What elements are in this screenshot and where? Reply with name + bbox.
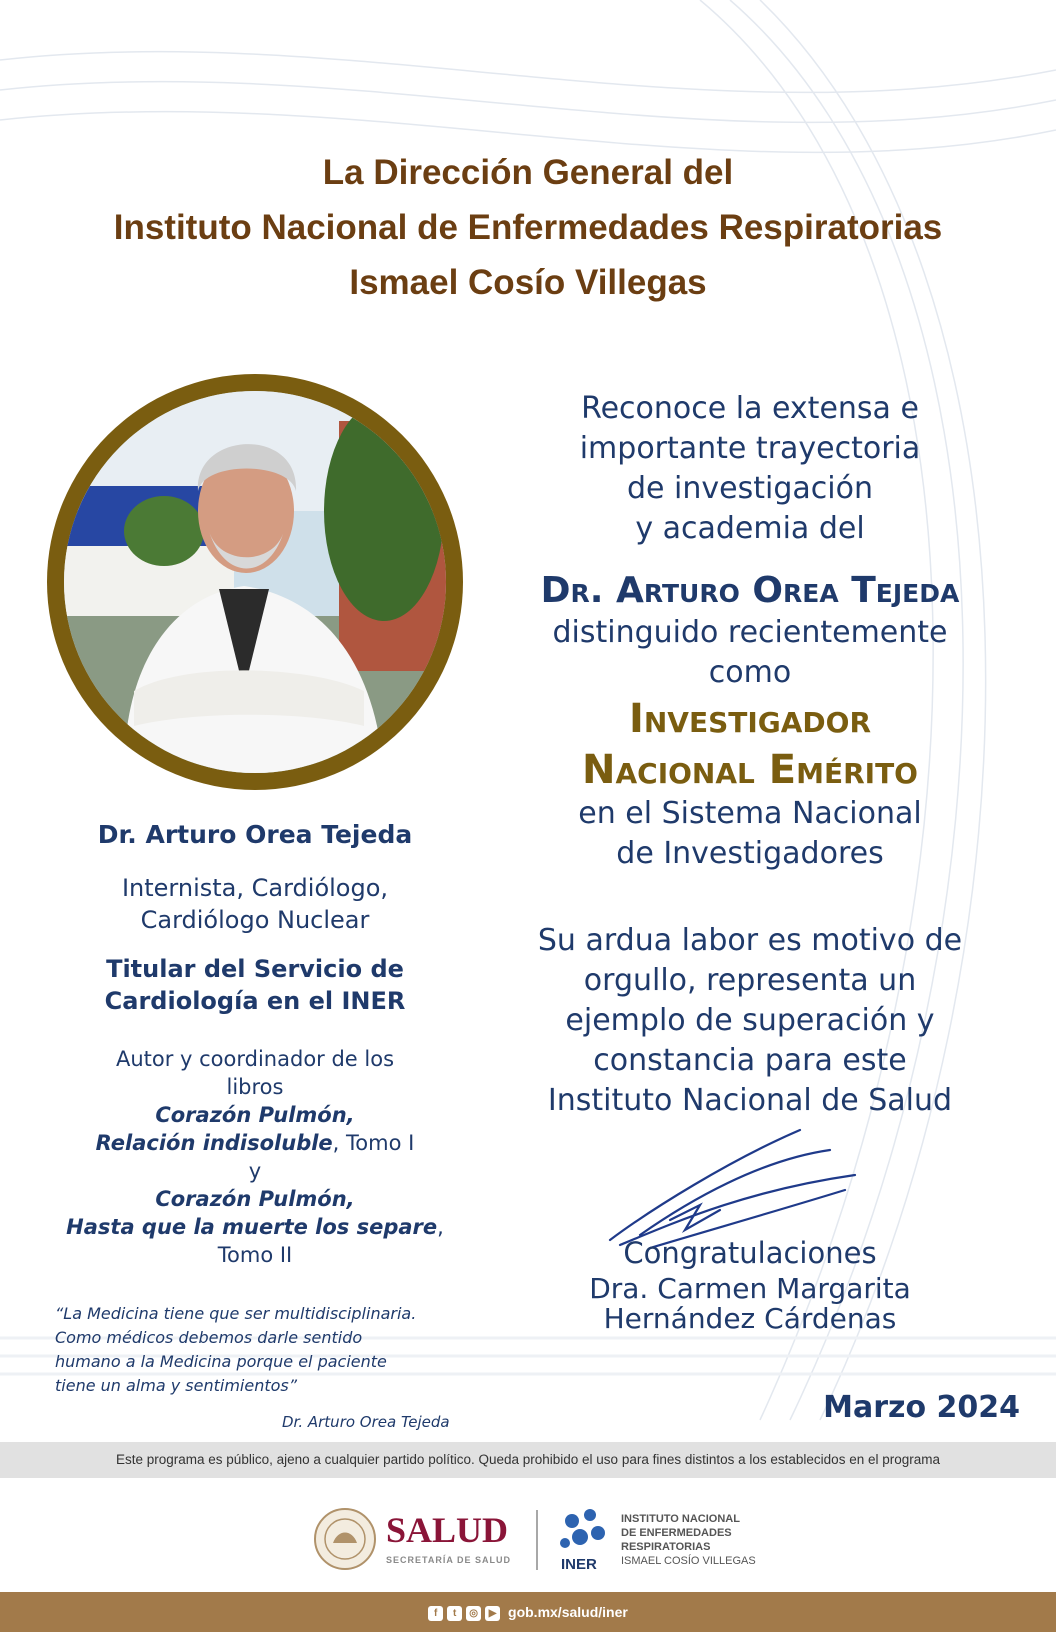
quote-line-1: “La Medicina tiene que ser multidisciplinaria. — [55, 1304, 417, 1323]
pride-line-4: constancia para este — [593, 1043, 907, 1078]
salud-logo-text: SALUD — [386, 1510, 509, 1550]
distinction-text — [495, 613, 1005, 693]
books-intro-line-1: Autor y coordinador de los — [115, 1047, 395, 1071]
footer-bar — [0, 1592, 1056, 1632]
quote-line-2: Como médicos debemos darle sentido — [55, 1328, 363, 1347]
twitter-icon[interactable]: t — [447, 1606, 462, 1621]
doctor-quote — [55, 1302, 475, 1398]
iner-name-line-4: ISMAEL COSÍO VILLEGAS — [621, 1555, 756, 1567]
honoree-name: Dr. Arturo Orea Tejeda — [540, 570, 960, 611]
youtube-icon[interactable]: ▶ — [485, 1606, 500, 1621]
pride-line-3: ejemplo de superación y — [565, 1003, 935, 1038]
award-title — [495, 694, 1005, 796]
congratulations-text: Congratulaciones — [623, 1236, 877, 1270]
profile-position — [40, 953, 470, 1017]
facebook-icon[interactable]: f — [428, 1606, 443, 1621]
profile-books — [40, 1045, 470, 1269]
book-2-title-2: Hasta que la muerte los separe — [66, 1215, 438, 1239]
recognition-line-4: y academia del — [635, 511, 865, 546]
doctor-portrait — [64, 391, 446, 773]
issue-date: Marzo 2024 — [823, 1390, 1020, 1425]
books-intro-line-2: libros — [226, 1075, 284, 1099]
iner-name-line-3: RESPIRATORIAS — [621, 1541, 711, 1553]
signer-line-1: Dra. Carmen Margarita — [589, 1272, 911, 1305]
quote-line-4: tiene un alma y sentimientos” — [55, 1376, 298, 1395]
signer-name — [495, 1274, 1005, 1334]
quote-line-3: humano a la Medicina porque el paciente — [55, 1352, 387, 1371]
books-conjunction: y — [248, 1159, 262, 1183]
portrait-illustration — [64, 391, 446, 773]
distinction-line-2: como — [708, 655, 792, 690]
system-line-1: en el Sistema Nacional — [578, 796, 922, 831]
instagram-icon[interactable]: ◎ — [466, 1606, 481, 1621]
distinction-line-1: distinguido recientemente — [552, 615, 948, 650]
iner-molecule-icon — [560, 1509, 605, 1548]
award-system — [495, 794, 1005, 874]
header-line-2: Instituto Nacional de Enfermedades Respiratorias — [113, 208, 943, 247]
book-2-comma: , — [437, 1215, 444, 1239]
pride-line-2: orgullo, representa un — [583, 963, 917, 998]
book-2-volume: Tomo II — [217, 1243, 293, 1267]
book-1-volume: , Tomo I — [332, 1131, 415, 1155]
pride-line-1: Su ardua labor es motivo de — [537, 923, 963, 958]
footer-url[interactable]: gob.mx/salud/iner — [508, 1604, 628, 1620]
system-line-2: de Investigadores — [616, 836, 884, 871]
iner-name-line-1: INSTITUTO NACIONAL — [621, 1513, 740, 1525]
position-line-2: Cardiología en el INER — [104, 987, 406, 1015]
signer-line-2: Hernández Cárdenas — [603, 1302, 897, 1335]
pride-statement — [495, 921, 1005, 1121]
mexico-seal-icon — [315, 1509, 375, 1569]
legal-disclaimer: Este programa es público, ajeno a cualquier partido político. Queda prohibido el uso para fines distintos a los establecidos en el programa — [0, 1442, 1056, 1478]
handwritten-signature — [590, 1120, 880, 1250]
award-line-1: Investigador — [628, 696, 872, 742]
position-line-1: Titular del Servicio de — [106, 955, 404, 983]
book-2-title-1: Corazón Pulmón, — [155, 1187, 355, 1211]
specialty-line-1: Internista, Cardiólogo, — [121, 874, 389, 902]
institution-logos — [0, 1485, 1056, 1595]
iner-abbreviation: INER — [561, 1556, 597, 1573]
quote-author: Dr. Arturo Orea Tejeda — [282, 1413, 450, 1431]
recognition-intro — [495, 389, 1005, 549]
header-line-1: La Dirección General del — [322, 153, 734, 192]
book-1-title-1: Corazón Pulmón, — [155, 1103, 355, 1127]
profile-name: Dr. Arturo Orea Tejeda — [97, 820, 413, 849]
award-line-2: Nacional Emérito — [582, 747, 918, 793]
header-line-3: Ismael Cosío Villegas — [349, 263, 707, 302]
recognition-line-1: Reconoce la extensa e — [581, 391, 919, 426]
iner-name-line-2: DE ENFERMEDADES — [621, 1527, 732, 1539]
book-1-title-2: Relación indisoluble — [95, 1131, 333, 1155]
recognition-line-3: de investigación — [627, 471, 873, 506]
salud-logo-subtitle: SECRETARÍA DE SALUD — [386, 1555, 512, 1565]
pride-line-5: Instituto Nacional de Salud — [547, 1083, 953, 1118]
issuer-header — [0, 145, 1056, 310]
profile-specialty — [40, 872, 470, 936]
recognition-line-2: importante trayectoria — [579, 431, 921, 466]
specialty-line-2: Cardiólogo Nuclear — [140, 906, 370, 934]
